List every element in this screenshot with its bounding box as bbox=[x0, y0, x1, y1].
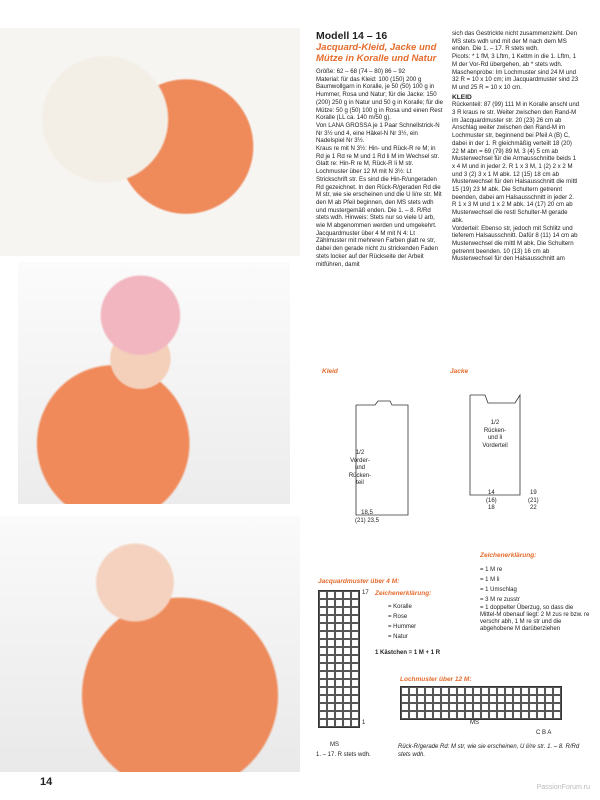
jacq-cell bbox=[327, 599, 335, 607]
jacq-cell bbox=[327, 663, 335, 671]
loch-cell bbox=[489, 687, 497, 695]
loch-cell bbox=[409, 711, 417, 719]
loch-cell bbox=[537, 703, 545, 711]
loch-cell bbox=[409, 695, 417, 703]
loch-cell bbox=[401, 687, 409, 695]
legend-item: = 1 Umschlag bbox=[480, 587, 517, 593]
jacq-cell bbox=[327, 695, 335, 703]
loch-cell bbox=[457, 711, 465, 719]
jacq-cell bbox=[327, 639, 335, 647]
jacq-cell bbox=[351, 703, 359, 711]
loch-chart-title: Lochmuster über 12 M: bbox=[400, 676, 472, 683]
photo-baby-in-dress bbox=[0, 516, 300, 772]
jacq-chart-title: Jacquardmuster über 4 M: bbox=[318, 578, 400, 585]
jacq-cell bbox=[343, 607, 351, 615]
loch-cell bbox=[473, 695, 481, 703]
rueckenteil-text: Rückenteil: 87 (99) 111 M in Koralle anschl und 3 R kraus re str. Weiter zwischen den Rand-M im Jacquardmuster str. 20 (23) 26 cm ab Anschlag weiter zwischen den Rand-M im Lochmuster str, beginnend bei Pfeil A (B) C, dabei in der 1. R gleichmäßig verteilt 18 (20) 22 M abn = 69 (79) 89 M. 3 (4) 5 cm ab Musterwechsel für die Armausschnitte beids 1 x 4 M und in jeder 2. R 1 x 3 M, 1 (2) 2 x 2 M und 3 (2) 3 x 1 M abk. 12 (15) 18 cm ab Musterwechsel für den Halsausschnitt die mittl 15 (19) 23 M abk. Die Schultern getrennt beenden, dabei am Halsausschnitt in jeder 2. R 1 x 3 M und 1 x 2 M abk. 14 (17) 20 cm ab Musterwechsel die restl Schulter-M gerade abk. bbox=[452, 101, 580, 224]
jacq-cell bbox=[335, 607, 343, 615]
jacq-cell bbox=[319, 623, 327, 631]
jacq-cell bbox=[351, 671, 359, 679]
jacq-cell bbox=[327, 647, 335, 655]
jacq-cell bbox=[343, 711, 351, 719]
loch-text: Lochmuster über 12 M mit N 3½: Lt Strickschrift str. Es sind die Hin-R/ungeraden Rd gezeichnet. In den Rück-R/geraden Rd die M str, wie sie erscheinen und die U li/re str. Mit den M ab Pfeil beginnen, den MS stets wdh und mustergemäß enden. Die 1. – 8. R/Rd stets wdh. Hinweis: Stets nur so viele U arb, wie M abgenommen werden und umgekehrt. bbox=[316, 168, 442, 230]
loch-cell bbox=[529, 687, 537, 695]
jacq-cell bbox=[319, 639, 327, 647]
loch-cell bbox=[465, 687, 473, 695]
jacke-inner-label: 1/2 Rücken- und li Vorderteil bbox=[482, 420, 508, 449]
loch-cell bbox=[521, 695, 529, 703]
jacq-cell bbox=[351, 687, 359, 695]
jacq-cell bbox=[319, 615, 327, 623]
legend-hummer: = Hummer bbox=[388, 624, 417, 630]
legend-item: = 1 M li bbox=[480, 577, 500, 583]
jacq-cell bbox=[335, 711, 343, 719]
jacq-row-bottom: 1 bbox=[362, 720, 366, 726]
jacq-cell bbox=[335, 703, 343, 711]
loch-cell bbox=[409, 687, 417, 695]
loch-cell bbox=[537, 687, 545, 695]
loch-cell bbox=[513, 695, 521, 703]
jacq-cell bbox=[343, 703, 351, 711]
jacke-bottom-measure: 14 (16) 18 bbox=[486, 490, 497, 511]
loch-cell bbox=[433, 687, 441, 695]
jacq-cell bbox=[351, 591, 359, 599]
loch-cell bbox=[433, 711, 441, 719]
jacq-cell bbox=[351, 679, 359, 687]
jacq-cell bbox=[327, 687, 335, 695]
jacq-cell bbox=[319, 703, 327, 711]
loch-cell bbox=[473, 687, 481, 695]
loch-cell bbox=[449, 711, 457, 719]
jacq-cell bbox=[319, 719, 327, 727]
jacq-cell bbox=[319, 679, 327, 687]
loch-note: Rück-R/gerade Rd: M str, wie sie erscheinen, U li/re str. 1. – 8. R/Rd stets wdh. bbox=[398, 744, 580, 758]
jacq-cell bbox=[327, 607, 335, 615]
jacq-cell bbox=[351, 711, 359, 719]
loch-cell bbox=[537, 711, 545, 719]
zeichen-title-right: Zeichenerklärung: bbox=[480, 552, 537, 559]
jacq-cell bbox=[343, 647, 351, 655]
jacq-cell bbox=[335, 623, 343, 631]
loch-cell bbox=[489, 711, 497, 719]
loch-cell bbox=[513, 711, 521, 719]
jacq-cell bbox=[335, 671, 343, 679]
jacq-cell bbox=[327, 711, 335, 719]
loch-cell bbox=[545, 687, 553, 695]
loch-cell bbox=[553, 695, 561, 703]
jacq-cell bbox=[351, 623, 359, 631]
jacq-ms-label: MS bbox=[330, 742, 339, 748]
kleid-inner-label: 1/2 Vorder- und Rücken- teil bbox=[348, 450, 372, 486]
loch-cell bbox=[425, 695, 433, 703]
material-text: Material: für das Kleid: 100 (150) 200 g Baumwollgarn in Koralle, je 50 (50) 100 g in Hummer, Rosa und Natur; für die Jacke: 150 (200) 250 g in Natur und 50 g in Koralle; für die Mütze: 50 g (50) 100 g in Rosa und einen Rest Koralle (LL ca. 140 m/50 g). bbox=[316, 75, 444, 122]
jacq-cell bbox=[343, 687, 351, 695]
jacq-cell bbox=[327, 671, 335, 679]
loch-cell bbox=[545, 711, 553, 719]
jacq-cell bbox=[351, 695, 359, 703]
jacq-cell bbox=[319, 631, 327, 639]
jacq-cell bbox=[335, 591, 343, 599]
jacq-cell bbox=[335, 647, 343, 655]
loch-cell bbox=[457, 703, 465, 711]
jacq-legend bbox=[388, 602, 416, 642]
loch-cell bbox=[417, 703, 425, 711]
jacq-cell bbox=[343, 655, 351, 663]
page-number: 14 bbox=[40, 776, 53, 788]
legend-koralle: = Koralle bbox=[388, 604, 412, 610]
jacq-cell bbox=[351, 647, 359, 655]
loch-cell bbox=[441, 695, 449, 703]
loch-cell bbox=[417, 687, 425, 695]
jacq-cell bbox=[319, 711, 327, 719]
jacq-cell bbox=[319, 687, 327, 695]
loch-cell bbox=[401, 695, 409, 703]
loch-cell bbox=[505, 687, 513, 695]
jacq-cell bbox=[327, 703, 335, 711]
photo-baby-with-hat bbox=[18, 262, 290, 504]
jacq-cell bbox=[343, 679, 351, 687]
jacke-bottom-measure-2: 19 (21) 22 bbox=[528, 490, 539, 511]
loch-cell bbox=[433, 695, 441, 703]
loch-cell bbox=[521, 711, 529, 719]
model-subtitle: Jacquard-Kleid, Jacke und Mütze in Koralle und Natur bbox=[316, 42, 437, 64]
legend-item: = 1 doppelter Überzug, so dass die Mittel-M obenauf liegt: 2 M zus re bzw. re verschr abh, 1 M re str und die abgehobene M darüberziehen bbox=[480, 605, 590, 632]
jacq-cell bbox=[319, 607, 327, 615]
loch-cell bbox=[553, 687, 561, 695]
loch-cell bbox=[489, 703, 497, 711]
jacq-cell bbox=[327, 615, 335, 623]
legend-rose: = Rose bbox=[388, 614, 408, 620]
jacke-schema-label: Jacke bbox=[450, 368, 469, 375]
jacq-cell bbox=[335, 615, 343, 623]
jacq-cell bbox=[319, 647, 327, 655]
loch-cell bbox=[433, 703, 441, 711]
zeichen-list-right bbox=[480, 565, 590, 633]
loch-ms-label: MS bbox=[470, 720, 479, 726]
loch-cell bbox=[497, 687, 505, 695]
loch-cell bbox=[489, 695, 497, 703]
jacq-cell bbox=[335, 631, 343, 639]
jacq-cell bbox=[335, 655, 343, 663]
jacq-cell bbox=[319, 695, 327, 703]
jacq-cell bbox=[343, 663, 351, 671]
loch-cell bbox=[481, 695, 489, 703]
loch-cell bbox=[465, 703, 473, 711]
loch-cell bbox=[417, 695, 425, 703]
loch-cell bbox=[521, 687, 529, 695]
jacquard-chart-grid bbox=[318, 590, 360, 728]
col2-intro: sich das Gestrickte nicht zusammenzieht. Den MS stets wdh und mit der M nach dem MS enden. Die 1. – 17. R stets wdh. bbox=[452, 30, 577, 53]
jacq-cell bbox=[343, 631, 351, 639]
loch-cell bbox=[505, 695, 513, 703]
text-column-2 bbox=[452, 30, 580, 263]
loch-cell bbox=[497, 695, 505, 703]
legend-natur: = Natur bbox=[388, 634, 408, 640]
loch-cell bbox=[529, 695, 537, 703]
jacq-cell bbox=[327, 623, 335, 631]
kaestchen-note: 1 Kästchen = 1 M + 1 R bbox=[375, 650, 441, 656]
jacq-cell bbox=[343, 639, 351, 647]
legend-item: = 3 M re zusstr bbox=[480, 597, 520, 603]
jacq-cell bbox=[327, 679, 335, 687]
legend-item: = 1 M re bbox=[480, 567, 503, 573]
loch-cell bbox=[553, 703, 561, 711]
vorderteil-text: Vorderteil: Ebenso str, jedoch mit Schlitz und tieferem Halsausschnitt. Dafür 8 (11) 14 cm ab Musterwechsel die mittl M abk. Die Schultern getrennt beenden. 10 (13) 16 cm ab Musterwechsel für den Halsausschnitt am bbox=[452, 224, 578, 263]
jacq-cell bbox=[343, 695, 351, 703]
loch-cell bbox=[401, 711, 409, 719]
loch-cell bbox=[537, 695, 545, 703]
kleid-schema-label: Kleid bbox=[322, 368, 338, 375]
loch-cell bbox=[497, 711, 505, 719]
size-text: Größe: 62 – 68 (74 – 80) 86 – 92 bbox=[316, 68, 406, 75]
jacq-cell bbox=[335, 663, 343, 671]
loch-cell bbox=[521, 703, 529, 711]
model-title: Modell 14 – 16 bbox=[316, 30, 388, 42]
kleid-heading: KLEID bbox=[452, 93, 472, 101]
loch-cell bbox=[457, 695, 465, 703]
loch-cell bbox=[481, 687, 489, 695]
jacq-text: Jacquardmuster über 4 M mit N 4: Lt Zählmuster mit mehreren Farben glatt re str, dabei den gerade nicht zu strickenden Faden stets locker auf der Rückseite der Arbeit mitführen, damit bbox=[316, 229, 438, 268]
jacq-note: 1. – 17. R stets wdh. bbox=[316, 752, 371, 758]
jacq-cell bbox=[351, 639, 359, 647]
jacq-row-top: 17 bbox=[362, 590, 369, 596]
loch-cell bbox=[481, 703, 489, 711]
watermark: PassionForum.ru bbox=[536, 784, 590, 791]
kleid-bottom-measure: 18,5 (21) 23,5 bbox=[355, 510, 380, 524]
lana-text: Von LANA GROSSA je 1 Paar Schnellstrick-N Nr 3½ und 4, eine Häkel-N Nr 3½, ein Nadelspiel Nr 3½. bbox=[316, 121, 440, 145]
loch-cell bbox=[529, 703, 537, 711]
loch-cell bbox=[505, 703, 513, 711]
glatt-text: Glatt re: Hin-R re M, Rück-R li M str. bbox=[316, 160, 414, 168]
loch-cell bbox=[529, 711, 537, 719]
loch-arrows: C B A bbox=[536, 730, 552, 736]
jacq-cell bbox=[335, 679, 343, 687]
jacq-cell bbox=[319, 663, 327, 671]
jacq-cell bbox=[327, 631, 335, 639]
maschenprobe-text: Maschenprobe: Im Lochmuster sind 24 M und 32 R = 10 x 10 cm; im Jacquardmuster sind 23 M und 25 R = 10 x 10 cm. bbox=[452, 68, 579, 91]
jacq-cell bbox=[327, 655, 335, 663]
loch-cell bbox=[401, 703, 409, 711]
jacq-cell bbox=[351, 719, 359, 727]
loch-cell bbox=[465, 695, 473, 703]
loch-cell bbox=[481, 711, 489, 719]
loch-cell bbox=[425, 711, 433, 719]
jacq-cell bbox=[319, 599, 327, 607]
loch-cell bbox=[449, 695, 457, 703]
loch-cell bbox=[473, 711, 481, 719]
loch-cell bbox=[441, 711, 449, 719]
jacq-cell bbox=[327, 719, 335, 727]
loch-cell bbox=[545, 695, 553, 703]
jacq-cell bbox=[319, 671, 327, 679]
loch-cell bbox=[457, 687, 465, 695]
jacq-cell bbox=[343, 591, 351, 599]
jacq-cell bbox=[351, 615, 359, 623]
loch-cell bbox=[417, 711, 425, 719]
loch-cell bbox=[553, 711, 561, 719]
jacq-cell bbox=[351, 663, 359, 671]
jacq-cell bbox=[351, 599, 359, 607]
loch-cell bbox=[425, 703, 433, 711]
loch-cell bbox=[441, 687, 449, 695]
loch-cell bbox=[465, 711, 473, 719]
loch-cell bbox=[513, 687, 521, 695]
loch-cell bbox=[545, 703, 553, 711]
jacq-cell bbox=[335, 695, 343, 703]
jacq-legend-title: Zeichenerklärung: bbox=[375, 590, 432, 597]
jacq-cell bbox=[335, 599, 343, 607]
loch-cell bbox=[441, 703, 449, 711]
jacq-cell bbox=[335, 639, 343, 647]
jacq-cell bbox=[343, 719, 351, 727]
photo-knitted-set bbox=[0, 28, 300, 256]
loch-cell bbox=[409, 703, 417, 711]
picots-text: Picots: * 1 fM, 3 Lftm, 1 Kettm in die 1. Lftm, 1 M der Vor-Rd übergehen, ab * stets wdh. bbox=[452, 53, 576, 68]
loch-cell bbox=[449, 687, 457, 695]
jacq-cell bbox=[319, 655, 327, 663]
jacq-cell bbox=[351, 607, 359, 615]
jacq-cell bbox=[343, 623, 351, 631]
jacq-cell bbox=[351, 631, 359, 639]
loch-cell bbox=[505, 711, 513, 719]
jacq-cell bbox=[335, 687, 343, 695]
loch-cell bbox=[513, 703, 521, 711]
jacq-cell bbox=[351, 655, 359, 663]
loch-cell bbox=[473, 703, 481, 711]
jacq-cell bbox=[343, 599, 351, 607]
jacq-cell bbox=[327, 591, 335, 599]
jacq-cell bbox=[319, 591, 327, 599]
lochmuster-chart-grid bbox=[400, 686, 562, 720]
loch-cell bbox=[425, 687, 433, 695]
text-column-1 bbox=[316, 30, 444, 268]
jacq-cell bbox=[343, 671, 351, 679]
loch-cell bbox=[497, 703, 505, 711]
loch-cell bbox=[449, 703, 457, 711]
jacq-cell bbox=[343, 615, 351, 623]
jacq-cell bbox=[335, 719, 343, 727]
kraus-text: Kraus re mit N 3½: Hin- und Rück-R re M; in Rd je 1 Rd re M und 1 Rd li M im Wechsel str. bbox=[316, 145, 440, 160]
